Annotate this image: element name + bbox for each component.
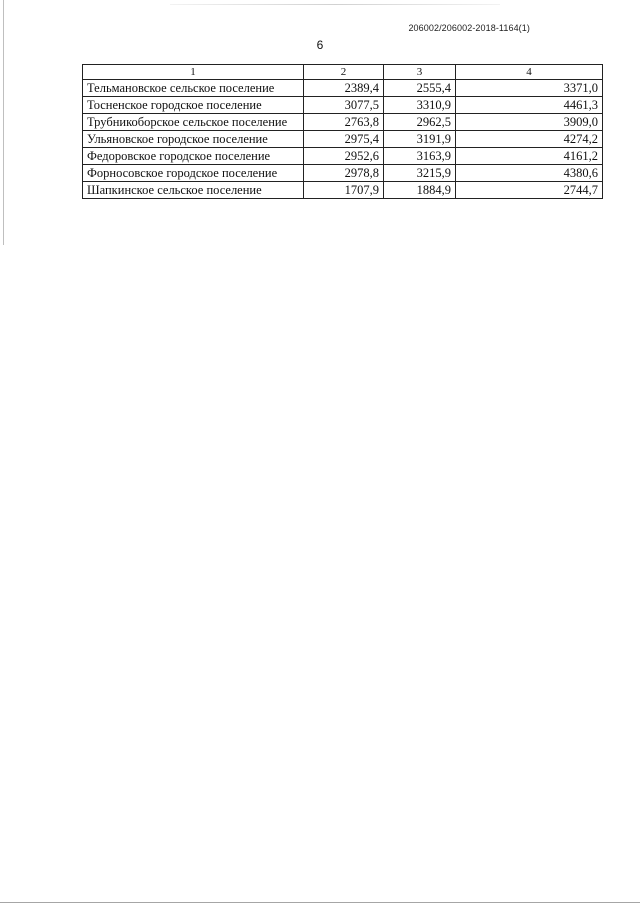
column-header: 2 xyxy=(304,65,384,80)
value-col-2: 3077,5 xyxy=(304,97,384,114)
table-row xyxy=(83,131,603,148)
column-header: 4 xyxy=(456,65,603,80)
scan-bottom-edge xyxy=(0,902,640,903)
document-id: 206002/206002-2018-1164(1) xyxy=(408,23,530,33)
table-header-row xyxy=(83,65,603,80)
settlement-name: Трубникоборское сельское поселение xyxy=(83,114,304,131)
settlement-name: Федоровское городское поселение xyxy=(83,148,304,165)
value-col-4: 3371,0 xyxy=(456,80,603,97)
scan-artifact-line xyxy=(170,4,500,5)
value-col-4: 4461,3 xyxy=(456,97,603,114)
table-row xyxy=(83,97,603,114)
table-row xyxy=(83,165,603,182)
value-col-4: 4380,6 xyxy=(456,165,603,182)
scan-left-edge xyxy=(3,0,4,245)
value-col-2: 2975,4 xyxy=(304,131,384,148)
value-col-2: 2763,8 xyxy=(304,114,384,131)
table-row xyxy=(83,182,603,199)
settlement-name: Ульяновское городское поселение xyxy=(83,131,304,148)
settlement-name: Шапкинское сельское поселение xyxy=(83,182,304,199)
settlement-name: Форносовское городское поселение xyxy=(83,165,304,182)
value-col-2: 1707,9 xyxy=(304,182,384,199)
page-number: 6 xyxy=(316,38,324,52)
value-col-2: 2978,8 xyxy=(304,165,384,182)
value-col-3: 3310,9 xyxy=(384,97,456,114)
value-col-3: 3215,9 xyxy=(384,165,456,182)
value-col-3: 3191,9 xyxy=(384,131,456,148)
settlement-name: Тельмановское сельское поселение xyxy=(83,80,304,97)
value-col-4: 4161,2 xyxy=(456,148,603,165)
table-row xyxy=(83,148,603,165)
column-header: 1 xyxy=(83,65,304,80)
value-col-4: 4274,2 xyxy=(456,131,603,148)
column-header: 3 xyxy=(384,65,456,80)
value-col-4: 2744,7 xyxy=(456,182,603,199)
value-col-3: 3163,9 xyxy=(384,148,456,165)
data-table xyxy=(82,64,603,199)
value-col-2: 2389,4 xyxy=(304,80,384,97)
value-col-3: 1884,9 xyxy=(384,182,456,199)
settlement-name: Тосненское городское поселение xyxy=(83,97,304,114)
value-col-3: 2962,5 xyxy=(384,114,456,131)
value-col-2: 2952,6 xyxy=(304,148,384,165)
table-row xyxy=(83,114,603,131)
value-col-4: 3909,0 xyxy=(456,114,603,131)
value-col-3: 2555,4 xyxy=(384,80,456,97)
table-row xyxy=(83,80,603,97)
